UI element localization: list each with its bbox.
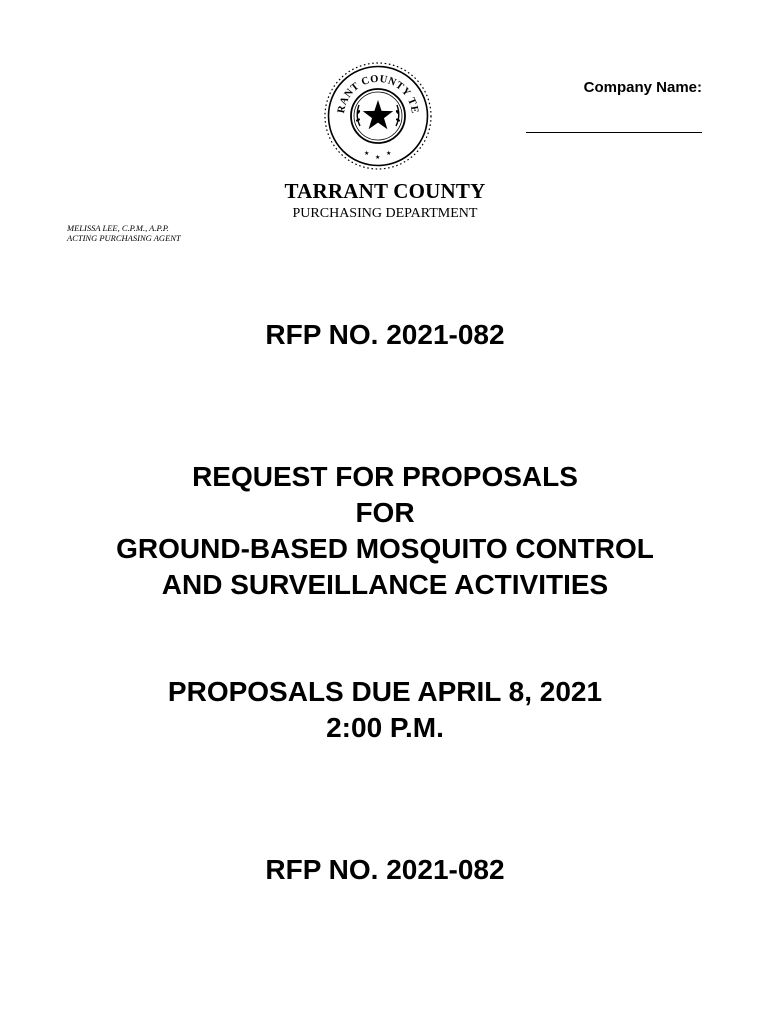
title-line: AND SURVEILLANCE ACTIVITIES <box>161 569 609 600</box>
title-line: GROUND-BASED MOSQUITO CONTROL <box>116 533 654 564</box>
svg-text:★: ★ <box>375 154 381 161</box>
svg-text:TARRANT COUNTY TEXAS: RANT COUNTY TE <box>335 73 421 115</box>
county-name: TARRANT COUNTY <box>284 179 486 203</box>
county-seal-icon <box>322 60 434 172</box>
title-line: REQUEST FOR PROPOSALS <box>192 461 578 492</box>
proposal-due-date <box>0 674 770 746</box>
document-title <box>0 459 770 603</box>
svg-text:★: ★ <box>364 150 370 157</box>
company-name-label: Company Name: <box>583 79 702 96</box>
title-line: FOR <box>355 497 415 528</box>
svg-text:★: ★ <box>386 150 392 157</box>
department-name: PURCHASING DEPARTMENT <box>292 206 478 221</box>
rfp-number-footer: RFP NO. 2021-082 <box>265 854 505 885</box>
due-time-line: 2:00 P.M. <box>326 712 444 743</box>
rfp-number: RFP NO. 2021-082 <box>265 319 505 350</box>
purchasing-agent-title: ACTING PURCHASING AGENT <box>67 233 181 243</box>
company-name-field[interactable] <box>526 132 702 133</box>
purchasing-agent-name: MELISSA LEE, C.P.M., A.P.P. <box>67 223 169 233</box>
due-date-line: PROPOSALS DUE APRIL 8, 2021 <box>167 676 603 707</box>
